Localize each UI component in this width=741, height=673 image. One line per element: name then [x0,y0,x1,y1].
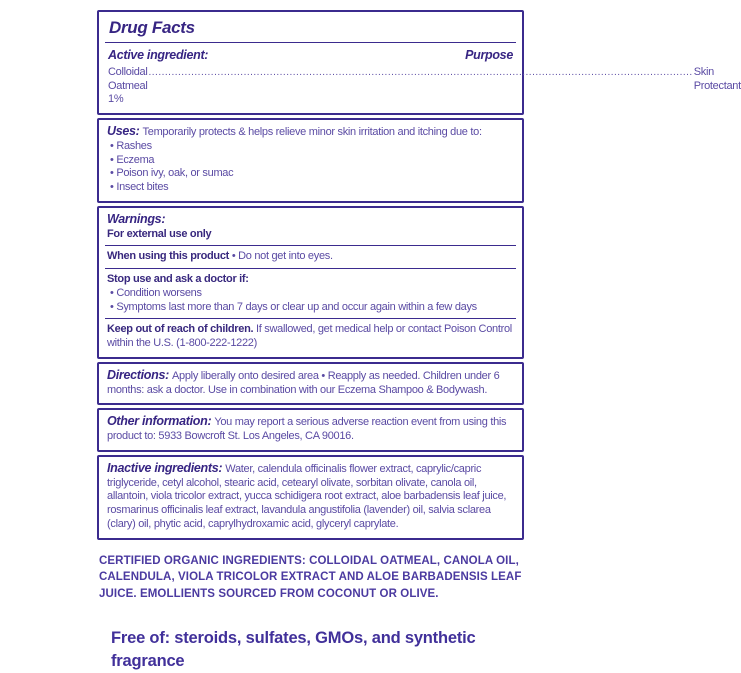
warnings-divider [105,318,516,319]
keep-out-text: If swallowed, get medical help or contact Poison Control within the U.S. (1-800-222-1222) [107,323,512,349]
certified-organic-text: CERTIFIED ORGANIC INGREDIENTS: COLLOIDAL OATMEAL, CANOLA OIL, CALENDULA, VIOLA TRICOLOR EXTRACT AND ALOE BARBADENSIS LEAF JUICE. EMOLLIENTS SOURCED FROM COCONUT OR OLIVE. [99,554,522,600]
directions-line [107,368,514,398]
uses-item: • Insect bites [107,181,514,195]
uses-intro-line [107,124,514,140]
uses-list [107,140,514,195]
title-divider [105,42,516,43]
directions-text: Apply liberally onto desired area • Reapply as needed. Children under 6 months: ask a doctor. Use in combination with our Eczema Shampoo & Bodywash. [107,369,500,396]
active-ingredient-header-row [107,48,514,66]
keep-out-label: Keep out of reach of children. [107,323,254,336]
uses-item: • Rashes [107,140,514,154]
directions-heading: Directions: [107,367,169,382]
purpose-label: Purpose [465,48,513,63]
purpose-value: Skin Protectant [693,65,741,92]
when-using-label: When using this product [107,250,230,263]
other-information-line [107,414,514,444]
warnings-divider [105,268,516,269]
section-drug-facts-header [97,10,741,115]
stop-use-label: Stop use and ask a doctor if: [107,273,249,285]
dotted-leader [149,66,693,80]
warnings-divider [105,245,516,246]
section-uses [97,118,524,203]
stop-use-list [107,287,514,315]
uses-intro: Temporarily protects & helps relieve minor skin irritation and itching due to: [142,126,482,139]
inactive-ingredients-line [107,461,514,532]
uses-item: • Poison ivy, oak, or sumac [107,167,514,181]
external-use-line: For external use only [107,227,212,240]
section-inactive-ingredients [97,455,524,540]
active-ingredient-value-row [107,65,741,107]
when-using-text: • Do not get into eyes. [231,250,333,263]
inactive-ingredients-text: Water, calendula officinalis flower extract, caprylic/capric triglyceride, cetyl alcohol, stearic acid, cetearyl olivate, sorbitan olivate, canola oil, allantoin, viola tricolor extract, yucca schidigera root extract, aloe barbadensis leaf juice, rosmarinus officinalis leaf extract, lavandula angustifolia (lavender) oil, salvia sclarea (clary) oil, phytic acid, caprylhydroxamic acid, glyceryl caprylate. [107,462,507,530]
stop-use-item: • Condition worsens [107,287,514,301]
active-ingredient-value: Colloidal Oatmeal 1% [108,65,148,106]
when-using-line [107,250,514,264]
stop-use-item: • Symptoms last more than 7 days or clear up and occur again within a few days [107,301,514,315]
uses-heading: Uses: [107,124,140,139]
other-information-text: You may report a serious adverse reaction event from using this product to: 5933 Bowcroft St. Los Angeles, CA 90016. [107,416,507,442]
section-warnings [97,206,524,359]
other-information-heading: Other information: [107,414,212,429]
keep-out-line [107,323,514,351]
section-directions [97,362,524,406]
drug-facts-title: Drug Facts [109,18,195,37]
inactive-ingredients-heading: Inactive ingredients: [107,460,223,475]
free-of-text: Free of: steroids, sulfates, GMOs, and synthetic fragrance [111,628,476,670]
section-other-information [97,408,524,452]
drug-facts-label [97,10,741,673]
uses-item: • Eczema [107,154,514,168]
active-ingredient-label: Active ingredient: [108,48,209,63]
warnings-heading: Warnings: [107,211,166,226]
